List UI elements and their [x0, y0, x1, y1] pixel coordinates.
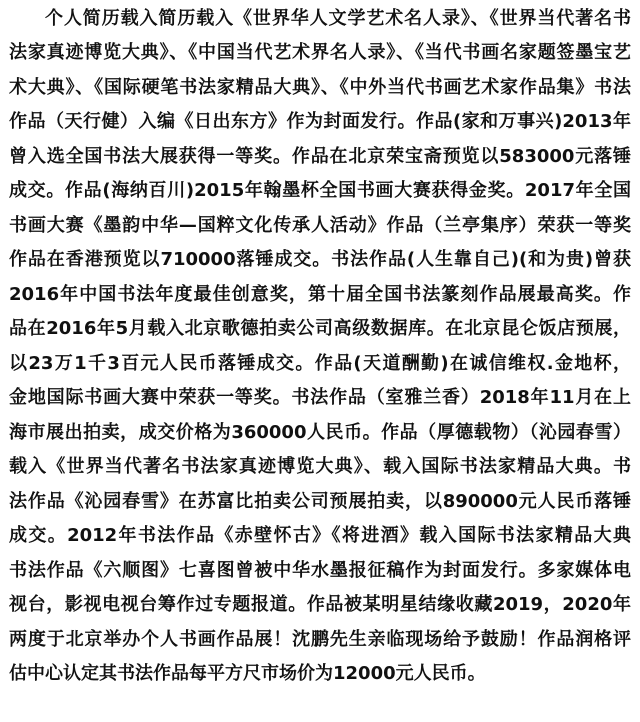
text-line-14: 载入《世界当代著名书法家真迹博览大典》、载入国际书法家精品大典。书 — [9, 456, 631, 477]
text-line-2: 法家真迹博览大典》、《中国当代艺术界名人录》、《当代书画名家题签墨宝艺 — [9, 42, 631, 63]
text-line-15: 法作品《沁园春雪》在苏富比拍卖公司预展拍卖，以890000元人民币落锤 — [9, 491, 631, 512]
text-line-17: 书法作品《六顺图》七喜图曾被中华水墨报征稿作为封面发行。多家媒体电 — [9, 560, 631, 581]
text-line-18: 视台，影视电视台筹作过专题报道。作品被某明星结缘收藏2019，2020年 — [9, 594, 631, 615]
text-line-4: 作品（天行健）入编《日出东方》作为封面发行。作品(家和万事兴)2013年 — [9, 111, 631, 132]
text-line-20: 估中心认定其书法作品每平方尺市场价为12000元人民币。 — [9, 663, 486, 684]
text-line-6: 成交。作品(海纳百川)2015年翰墨杯全国书画大赛获得金奖。2017年全国 — [9, 180, 631, 201]
text-line-19: 两度于北京举办个人书画作品展！沈鹏先生亲临现场给予鼓励！作品润格评 — [9, 629, 631, 650]
text-line-16: 成交。2012年书法作品《赤壁怀古》《将进酒》载入国际书法家精品大典 — [9, 525, 631, 546]
text-line-9: 2016年中国书法年度最佳创意奖，第十届全国书法篆刻作品展最高奖。作 — [9, 284, 631, 305]
text-line-5: 曾入选全国书法大展获得一等奖。作品在北京荣宝斋预览以583000元落锤 — [9, 146, 631, 167]
text-line-3: 术大典》、《国际硬笔书法家精品大典》、《中外当代书画艺术家作品集》书法 — [9, 77, 631, 98]
text-line-8: 作品在香港预览以710000落锤成交。书法作品(人生靠自己)(和为贵)曾获 — [9, 249, 631, 270]
text-line-13: 海市展出拍卖，成交价格为360000人民币。作品（厚德载物）（沁园春雪） — [9, 422, 631, 443]
text-line-11: 以23万1千3百元人民币落锤成交。作品(天道酬勤)在诚信维权.金地杯， — [9, 353, 631, 374]
text-line-1: 个人简历载入简历载入《世界华人文学艺术名人录》、《世界当代著名书 — [45, 8, 631, 29]
text-line-7: 书画大赛《墨韵中华—国粹文化传承人活动》作品（兰亭集序）荣获一等奖 — [9, 215, 631, 236]
text-line-10: 品在2016年5月载入北京歌德拍卖公司高级数据库。在北京昆仑饭店预展， — [9, 318, 631, 339]
text-line-12: 金地国际书画大赛中荣获一等奖。书法作品（室雅兰香）2018年11月在上 — [9, 387, 631, 408]
